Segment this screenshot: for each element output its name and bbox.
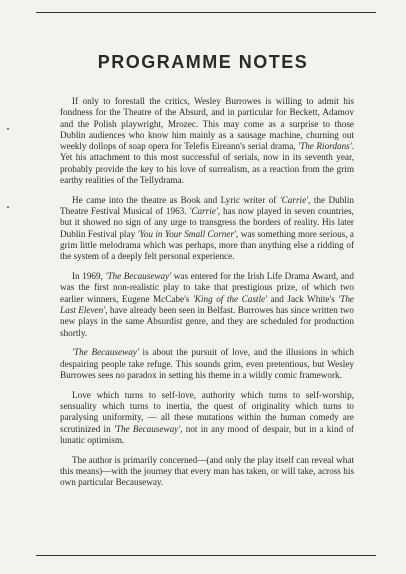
- italic-title-run: 'Carrie': [189, 206, 218, 217]
- text-run: Love which turns to self-love, authority which turns to self-worship, sensuality which turns to inertia, the quest of originality which turns to paralysing uniformity, — all these mutations within the human comedy are scrutinized in: [60, 389, 354, 434]
- paragraph-4: [60, 347, 354, 381]
- italic-title-run: 'Carrie': [279, 194, 309, 205]
- page-title: PROGRAMME NOTES: [97, 52, 309, 72]
- text-run: In 1969,: [72, 271, 106, 282]
- text-run: is about the pursuit of love, and the illusions in which despairing people take refuge. This sounds grim, even pretentious, but Wesley Burrowes sees no paradox in setting his theme in a wildly comic framework.: [60, 347, 354, 381]
- top-rule: [36, 12, 376, 13]
- text-run: , has now played in seven countries, but it showed no sign of any urge to transgress the borders of reality. His later Dublin Festival play: [60, 206, 354, 239]
- text-run: , the Dublin Theatre Festival Musical of 1963.: [60, 194, 354, 217]
- bottom-rule: [36, 555, 376, 556]
- margin-speck: [7, 128, 9, 130]
- text-run: , was something more serious, a grim little melodrama which was perhaps, more than anything else a ridding of the system of a deeply felt personal experience.: [60, 228, 354, 262]
- programme-notes-body: [60, 96, 354, 489]
- margin-speck: [7, 206, 9, 208]
- italic-title-run: 'The Riordans': [298, 141, 352, 152]
- text-run: , have already been seen in Belfast. Burrowes has since written two new plays in the same Absurdist genre, and they are scheduled for production shortly.: [60, 305, 354, 338]
- italic-title-run: 'King of the Castle': [192, 293, 268, 304]
- italic-title-run: 'The Becauseway': [72, 347, 139, 358]
- italic-title-run: 'The Becauseway': [105, 271, 172, 282]
- text-run: If only to forestall the critics, Wesley Burrowes is willing to admit his fondness for the Theatre of the Absurd, and in particular for Beckett, Adamov and the Polish playwright, Mrozec. This may come as a surprise to those Dublin audiences who know him mainly as a sausage machine, churning out weekly dollops of soap opera for Telefis Eireann's serial drama,: [60, 96, 354, 152]
- text-run: He came into the theatre as Book and Lyric writer of: [72, 194, 280, 205]
- paragraph-3: [60, 271, 354, 339]
- text-run: The author is primarily concerned—(and only the play itself can reveal what this means)—with the journey that every man has taken, or will take, across his own particular Becauseway.: [60, 454, 354, 488]
- text-run: . Yet his attachment to this most successful of serials, now in its seventh year, probably provide the key to his love of surrealism, as a reaction from the grim earthy realities of the Tellydrama.: [60, 141, 355, 186]
- italic-title-run: 'The Last Eleven': [60, 293, 355, 316]
- italic-title-run: 'You in Your Small Corner': [137, 228, 237, 239]
- text-run: , not in any mood of despair, but in a kind of lunatic optimism.: [60, 423, 354, 446]
- paragraph-6: [60, 455, 354, 489]
- italic-title-run: 'The Becauseway': [113, 423, 181, 434]
- text-run: was entered for the Irish Life Drama Award, and was the first non-realistic play to take that prestigious prize, of which two earlier winners, Eugene McCabe's: [60, 271, 354, 304]
- paragraph-2: [60, 195, 354, 263]
- text-run: and Jack White's: [267, 293, 339, 304]
- paragraph-1: [60, 96, 354, 186]
- paragraph-5: [60, 390, 354, 446]
